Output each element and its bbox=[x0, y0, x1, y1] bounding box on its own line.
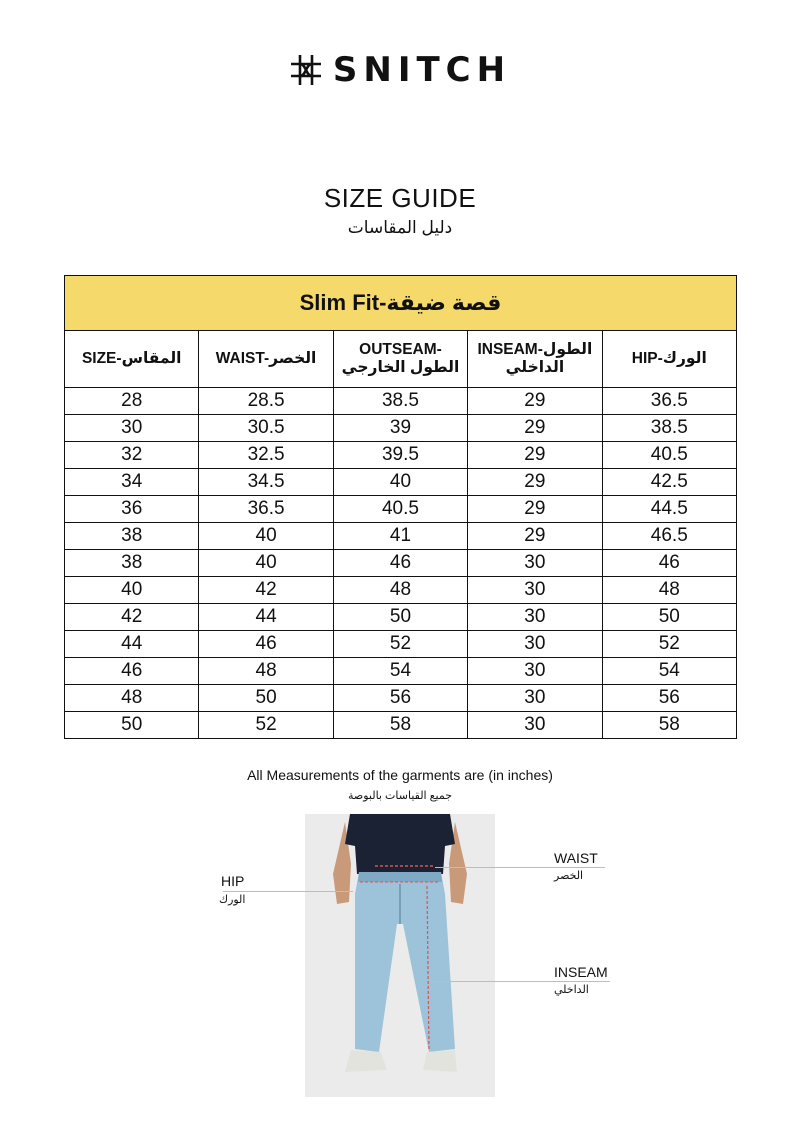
brand-logo bbox=[0, 50, 800, 90]
cell-hip: 52 bbox=[602, 631, 736, 658]
table-row bbox=[65, 442, 737, 469]
cell-waist: 32.5 bbox=[199, 442, 333, 469]
cell-outseam: 40.5 bbox=[333, 496, 467, 523]
cell-waist: 44 bbox=[199, 604, 333, 631]
cell-outseam: 46 bbox=[333, 550, 467, 577]
cell-hip: 38.5 bbox=[602, 415, 736, 442]
cell-outseam: 58 bbox=[333, 712, 467, 739]
cell-size: 42 bbox=[65, 604, 199, 631]
cell-hip: 48 bbox=[602, 577, 736, 604]
cell-size: 46 bbox=[65, 658, 199, 685]
table-row bbox=[65, 631, 737, 658]
column-header-waist bbox=[199, 331, 333, 388]
table-row bbox=[65, 496, 737, 523]
table-row bbox=[65, 658, 737, 685]
column-header-hip-text: HIP-الورك bbox=[631, 350, 707, 367]
cell-size: 38 bbox=[65, 523, 199, 550]
cell-hip: 46.5 bbox=[602, 523, 736, 550]
cell-waist: 40 bbox=[199, 523, 333, 550]
cell-size: 38 bbox=[65, 550, 199, 577]
column-header-inseam-text: INSEAM-الطول bbox=[477, 341, 593, 358]
cell-hip: 56 bbox=[602, 685, 736, 712]
column-header-waist-text: WAIST-الخصر bbox=[215, 350, 317, 367]
page-title-arabic: دليل المقاسات bbox=[347, 218, 453, 237]
cell-hip: 40.5 bbox=[602, 442, 736, 469]
cell-hip: 58 bbox=[602, 712, 736, 739]
inseam-label: INSEAM bbox=[554, 964, 608, 980]
table-row bbox=[65, 388, 737, 415]
column-header-inseam bbox=[468, 331, 602, 388]
cell-size: 32 bbox=[65, 442, 199, 469]
cell-outseam: 52 bbox=[333, 631, 467, 658]
cell-waist: 52 bbox=[199, 712, 333, 739]
cell-inseam: 29 bbox=[468, 469, 602, 496]
cell-outseam: 56 bbox=[333, 685, 467, 712]
cell-hip: 54 bbox=[602, 658, 736, 685]
model-photo bbox=[305, 814, 495, 1097]
snitch-logo-icon bbox=[289, 53, 323, 87]
cell-inseam: 29 bbox=[468, 415, 602, 442]
size-table-body bbox=[65, 388, 737, 739]
cell-outseam: 50 bbox=[333, 604, 467, 631]
cell-waist: 42 bbox=[199, 577, 333, 604]
inseam-label-arabic: الداخلي bbox=[554, 984, 589, 996]
cell-size: 48 bbox=[65, 685, 199, 712]
cell-inseam: 30 bbox=[468, 685, 602, 712]
column-header-hip bbox=[602, 331, 736, 388]
cell-size: 28 bbox=[65, 388, 199, 415]
column-header-outseam bbox=[333, 331, 467, 388]
cell-waist: 28.5 bbox=[199, 388, 333, 415]
cell-size: 40 bbox=[65, 577, 199, 604]
cell-inseam: 30 bbox=[468, 658, 602, 685]
table-row bbox=[65, 604, 737, 631]
cell-inseam: 29 bbox=[468, 388, 602, 415]
cell-inseam: 30 bbox=[468, 631, 602, 658]
cell-inseam: 30 bbox=[468, 712, 602, 739]
cell-waist: 36.5 bbox=[199, 496, 333, 523]
inseam-leader-line bbox=[430, 981, 610, 982]
cell-waist: 40 bbox=[199, 550, 333, 577]
column-header-size-text: SIZE-المقاس bbox=[81, 350, 182, 367]
cell-inseam: 29 bbox=[468, 442, 602, 469]
measurement-note-arabic: جميع القياسات بالبوصة bbox=[347, 790, 453, 802]
column-header-size bbox=[65, 331, 199, 388]
table-row bbox=[65, 685, 737, 712]
cell-waist: 34.5 bbox=[199, 469, 333, 496]
column-header-inseam-text-2: الداخلي bbox=[505, 359, 565, 376]
table-row bbox=[65, 415, 737, 442]
cell-size: 30 bbox=[65, 415, 199, 442]
hip-label: HIP bbox=[221, 873, 245, 889]
cell-hip: 50 bbox=[602, 604, 736, 631]
waist-label-arabic: الخصر bbox=[554, 870, 584, 882]
fit-label: Slim Fit-قصة ضيقة bbox=[65, 276, 737, 331]
column-header-outseam-text-2: الطول الخارجي bbox=[341, 359, 460, 376]
cell-size: 36 bbox=[65, 496, 199, 523]
cell-outseam: 38.5 bbox=[333, 388, 467, 415]
page-title: SIZE GUIDE bbox=[323, 183, 477, 213]
cell-waist: 50 bbox=[199, 685, 333, 712]
fit-header-row bbox=[65, 276, 737, 331]
cell-inseam: 30 bbox=[468, 550, 602, 577]
cell-inseam: 30 bbox=[468, 577, 602, 604]
hip-label-arabic: الورك bbox=[219, 894, 246, 906]
cell-hip: 42.5 bbox=[602, 469, 736, 496]
cell-outseam: 39 bbox=[333, 415, 467, 442]
waist-label: WAIST bbox=[554, 850, 598, 866]
cell-waist: 46 bbox=[199, 631, 333, 658]
cell-size: 44 bbox=[65, 631, 199, 658]
table-row bbox=[65, 523, 737, 550]
cell-outseam: 48 bbox=[333, 577, 467, 604]
size-table bbox=[64, 275, 737, 739]
cell-waist: 48 bbox=[199, 658, 333, 685]
cell-hip: 46 bbox=[602, 550, 736, 577]
measurement-note: All Measurements of the garments are (in inches) bbox=[247, 767, 553, 783]
table-row bbox=[65, 712, 737, 739]
table-row bbox=[65, 469, 737, 496]
column-header-outseam-text: OUTSEAM- bbox=[359, 341, 442, 358]
hip-leader-line bbox=[223, 891, 353, 892]
jeans-model-illustration bbox=[305, 814, 495, 1097]
cell-inseam: 29 bbox=[468, 496, 602, 523]
cell-waist: 30.5 bbox=[199, 415, 333, 442]
cell-inseam: 29 bbox=[468, 523, 602, 550]
cell-outseam: 54 bbox=[333, 658, 467, 685]
table-row bbox=[65, 550, 737, 577]
cell-outseam: 41 bbox=[333, 523, 467, 550]
table-row bbox=[65, 577, 737, 604]
cell-outseam: 39.5 bbox=[333, 442, 467, 469]
waist-leader-line bbox=[435, 867, 605, 868]
brand-name: SNITCH bbox=[332, 50, 512, 90]
cell-hip: 44.5 bbox=[602, 496, 736, 523]
cell-outseam: 40 bbox=[333, 469, 467, 496]
cell-size: 50 bbox=[65, 712, 199, 739]
cell-hip: 36.5 bbox=[602, 388, 736, 415]
cell-size: 34 bbox=[65, 469, 199, 496]
column-header-row bbox=[65, 331, 737, 388]
cell-inseam: 30 bbox=[468, 604, 602, 631]
